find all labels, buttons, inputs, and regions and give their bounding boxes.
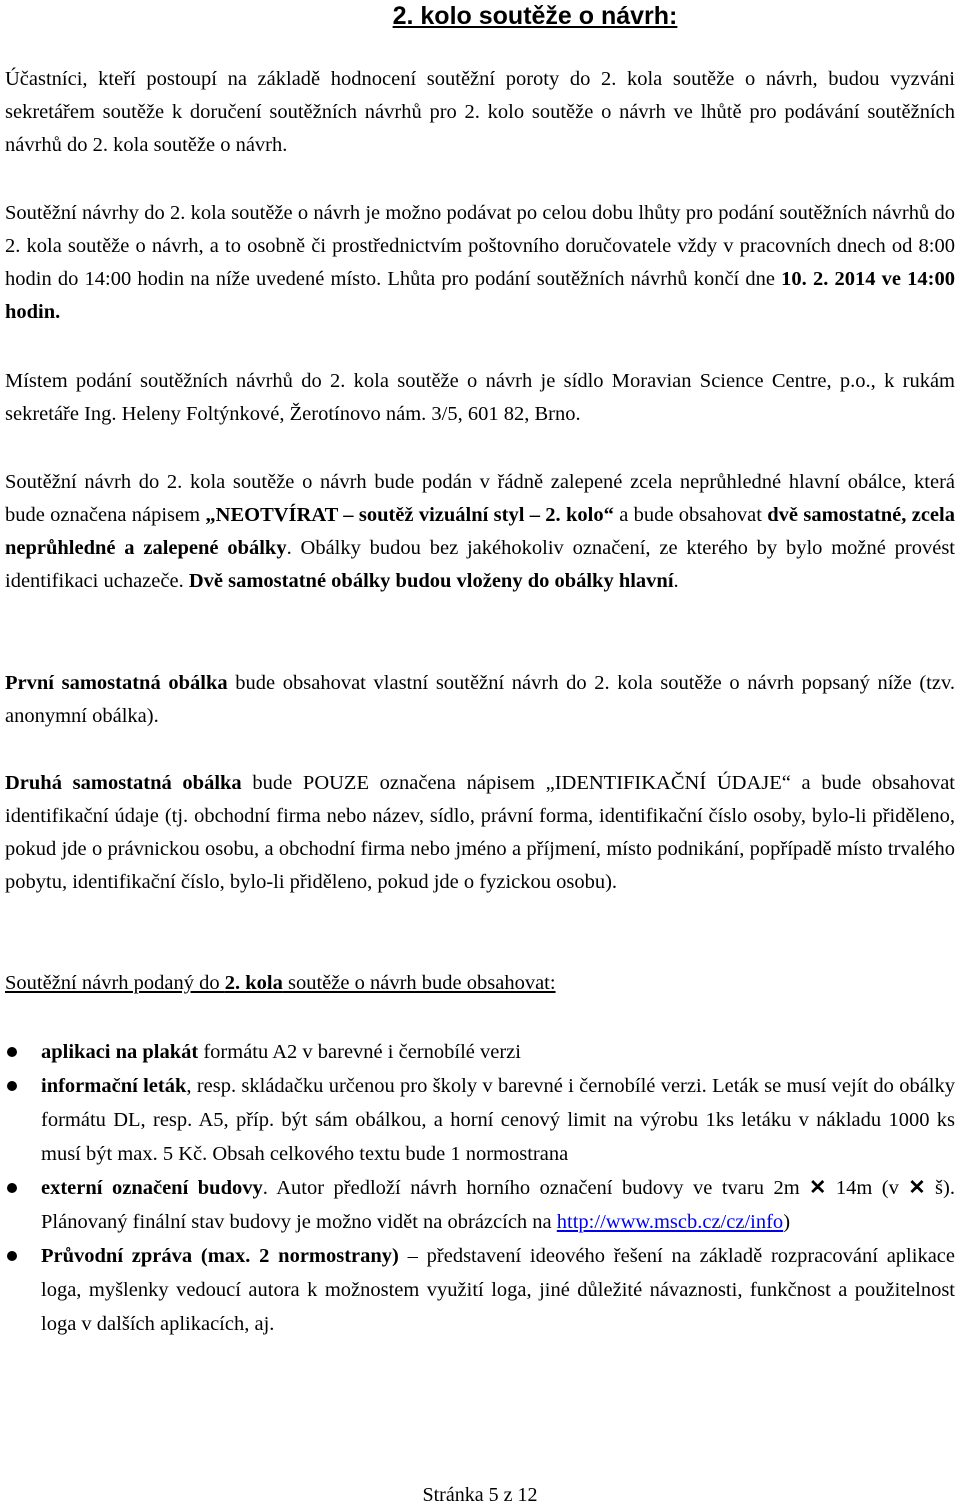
paragraph-submission-place: Místem podání soutěžních návrhů do 2. kola soutěže o návrh je sídlo Moravian Science Centre, p.o., k rukám sekretáře Ing. Heleny Foltýnkové, Žerotínovo nám. 3/5, 601 82, Brno. <box>5 370 955 425</box>
bullet-icon <box>7 1183 17 1193</box>
envelope-label: „NEOTVÍRAT – soutěž vizuální styl – 2. kolo“ <box>205 504 614 526</box>
bullet-icon <box>7 1251 17 1261</box>
list-item-label: informační leták <box>41 1075 187 1097</box>
envelope-bold-2: Dvě samostatné obálky budou vloženy do obálky hlavní <box>188 570 674 592</box>
list-item-text: ) <box>783 1211 791 1233</box>
first-envelope-label: První samostatná obálka <box>5 672 228 694</box>
info-link[interactable]: http://www.mscb.cz/cz/info <box>556 1211 784 1233</box>
section-heading: 2. kolo soutěže o návrh: <box>392 2 678 30</box>
bullet-icon <box>7 1081 17 1091</box>
list-item-text: 14m (v <box>826 1177 909 1199</box>
list-item-text: š). Plánovaný finální stav budovy je možno vidět na obrázcích na <box>41 1177 955 1233</box>
envelope-text-b: a bude obsahovat <box>613 504 768 526</box>
contents-intro-underlined <box>5 972 556 994</box>
paragraph-contents-intro <box>5 967 955 1000</box>
deadline-text: 10. 2. 2014 ve 14:00 hodin. <box>5 268 955 323</box>
paragraph-intro: Účastníci, kteří postoupí na základě hodnocení soutěžní poroty do 2. kola soutěže o návrh, budou vyzváni sekretářem soutěže k doručení soutěžních návrhů pro 2. kolo soutěže o návrh ve lhůtě pro podávání soutěžních návrhů do 2. kola soutěže o návrh. <box>5 68 955 156</box>
second-envelope-text: bude POUZE označena nápisem „IDENTIFIKAČNÍ ÚDAJE“ a bude obsahovat identifikační údaje (tj. obchodní firma nebo název, sídlo, právní forma, identifikační číslo osoby, bylo-li přiděleno, pokud jde o právnickou osobu, a obchodní firma nebo jméno a příjmení, místo podnikání, popřípadě místo trvalého pobytu, identifikační číslo, bylo-li přiděleno, pokud jde o fyzickou osobu). <box>5 772 956 893</box>
list-item-text: – představení ideového řešení na základě rozpracování aplikace loga, myšlenky vedoucí autora k možnostem využití loga, jiné důležité návaznosti, funkčnost a použitelnost loga v dalších aplikacích, aj. <box>41 1245 955 1335</box>
multiply-icon: ✕ <box>908 1177 926 1199</box>
submission-period-text: Soutěžní návrhy do 2. kola soutěže o návrh je možno podávat po celou dobu lhůty pro podání soutěžních návrhů do 2. kola soutěže o návrh, a to osobně či prostřednictvím poštovního doručovatele vždy v pracovních dnech od 8:00 hodin do 14:00 hodin na níže uvedené místo. Lhůta pro podání soutěžních návrhů končí dne <box>5 202 955 290</box>
envelope-text-d: . <box>673 570 679 592</box>
paragraph-first-envelope <box>5 667 955 733</box>
second-envelope-label: Druhá samostatná obálka <box>5 772 242 794</box>
paragraph-envelope-rules <box>5 466 955 598</box>
contents-intro-text-b: soutěže o návrh bude obsahovat: <box>282 972 556 994</box>
envelope-text-a: Soutěžní návrh do 2. kola soutěže o návrh bude podán v řádně zalepené zcela neprůhledné hlavní obálce, která bude označena nápisem <box>5 471 955 526</box>
list-item-label: aplikaci na plakát <box>41 1041 199 1063</box>
first-envelope-text: bude obsahovat vlastní soutěžní návrh do 2. kola soutěže o návrh popsaný níže (tzv. anonymní obálka). <box>5 672 955 727</box>
paragraph-submission-period <box>5 197 955 329</box>
list-item-text: , resp. skládačku určenou pro školy v barevné i černobílé verzi. Leták se musí vejít do obálky formátu DL, resp. A5, příp. být sám obálkou, a horní cenový limit na výrobu 1ks letáku v nákladu 1000 ks musí být max. 5 Kč. Obsah celkového textu bude 1 normostrana <box>41 1075 955 1165</box>
contents-intro-bold: 2. kola <box>224 972 283 994</box>
paragraph-second-envelope <box>5 767 955 899</box>
contents-intro-text-a: Soutěžní návrh podaný do <box>5 972 225 994</box>
list-item-text: formátu A2 v barevné i černobílé verzi <box>198 1041 521 1063</box>
list-item-text: . Autor předloží návrh horního označení budovy ve tvaru 2m <box>262 1177 810 1199</box>
list-item <box>5 1171 955 1239</box>
envelope-text-c: . Obálky budou bez jakéhokoliv označení, ze kterého by bylo možné provést identifikaci uchazeče. <box>5 537 956 592</box>
list-item <box>5 1239 955 1341</box>
contents-list <box>5 1035 955 1341</box>
envelope-bold-1: dvě samostatné, zcela neprůhledné a zalepené obálky <box>5 504 955 559</box>
list-item <box>5 1035 955 1069</box>
multiply-icon: ✕ <box>809 1177 827 1199</box>
list-item-label: externí označení budovy <box>41 1177 263 1199</box>
bullet-icon <box>7 1047 17 1057</box>
list-item <box>5 1069 955 1171</box>
page-number: Stránka 5 z 12 <box>422 1484 538 1506</box>
list-item-label: Průvodní zpráva (max. 2 normostrany) <box>41 1245 399 1267</box>
